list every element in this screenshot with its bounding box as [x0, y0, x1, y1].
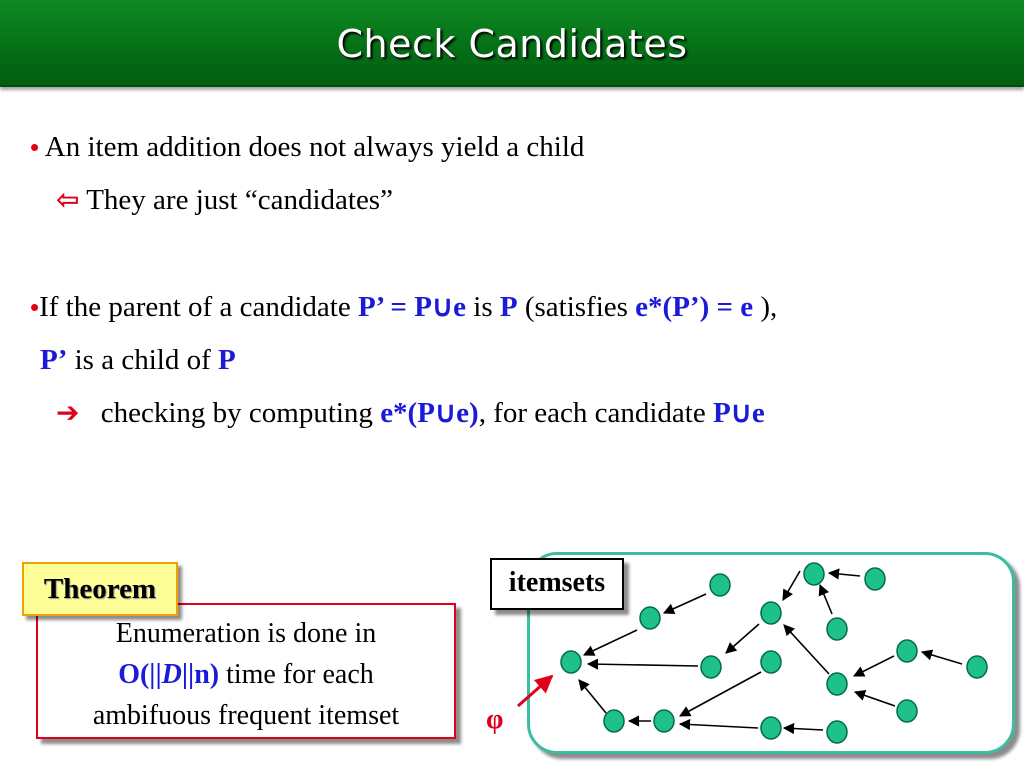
bullet-2-text-d: ),: [753, 291, 778, 323]
expr-p-prime: P’: [40, 344, 68, 376]
complexity-n: ||n): [181, 659, 220, 690]
expr-p-union-e: P∪e: [712, 397, 765, 429]
bullet-icon: •: [30, 132, 40, 162]
complexity-d: D: [161, 659, 182, 690]
bullet-2-text-b: is: [466, 291, 500, 323]
theorem-line-3: ambifuous frequent itemset: [92, 700, 400, 731]
left-arrow-icon: ⇦: [56, 183, 80, 216]
expr-p: P: [499, 291, 518, 323]
bullet-2-sub-text-a: checking by computing: [100, 397, 381, 429]
bullet-1-sub: [56, 183, 393, 216]
title-bar: [0, 0, 1024, 87]
bullet-icon: •: [30, 292, 40, 322]
theorem-label: Theorem: [22, 562, 178, 616]
expr-p-prime-union: P’ = P∪e: [357, 291, 467, 323]
bullet-2-text-a: If the parent of a candidate: [39, 291, 358, 323]
complexity-o: O(||: [118, 659, 162, 690]
bullet-2-text-c: (satisfies: [517, 291, 636, 323]
bullet-2: [30, 293, 777, 322]
slide-title: Check Candidates: [336, 22, 688, 66]
itemsets-label: itemsets: [490, 558, 624, 610]
expr-e-star-union: e*(P∪e): [380, 397, 479, 429]
phi-symbol: φ: [486, 704, 504, 735]
bullet-2-sub: [56, 396, 765, 429]
theorem-line-2-rest: time for each: [219, 659, 374, 690]
bullet-1-text: An item addition does not always yield a child: [44, 131, 585, 163]
theorem-box: [36, 603, 456, 739]
bullet-2-cont: [40, 346, 236, 375]
theorem-line-1: Enumeration is done in: [115, 618, 377, 649]
bullet-2-cont-text: is a child of: [67, 344, 218, 376]
theorem-line-2: [38, 654, 454, 695]
right-arrow-icon: ➔: [56, 396, 80, 429]
bullet-1: [30, 133, 584, 162]
expr-e-star: e*(P’) = e: [635, 291, 754, 323]
bullet-2-sub-text-b: , for each candidate: [478, 397, 713, 429]
bullet-1-sub-text: They are just “candidates”: [86, 184, 393, 216]
expr-p-2: P: [217, 344, 236, 376]
